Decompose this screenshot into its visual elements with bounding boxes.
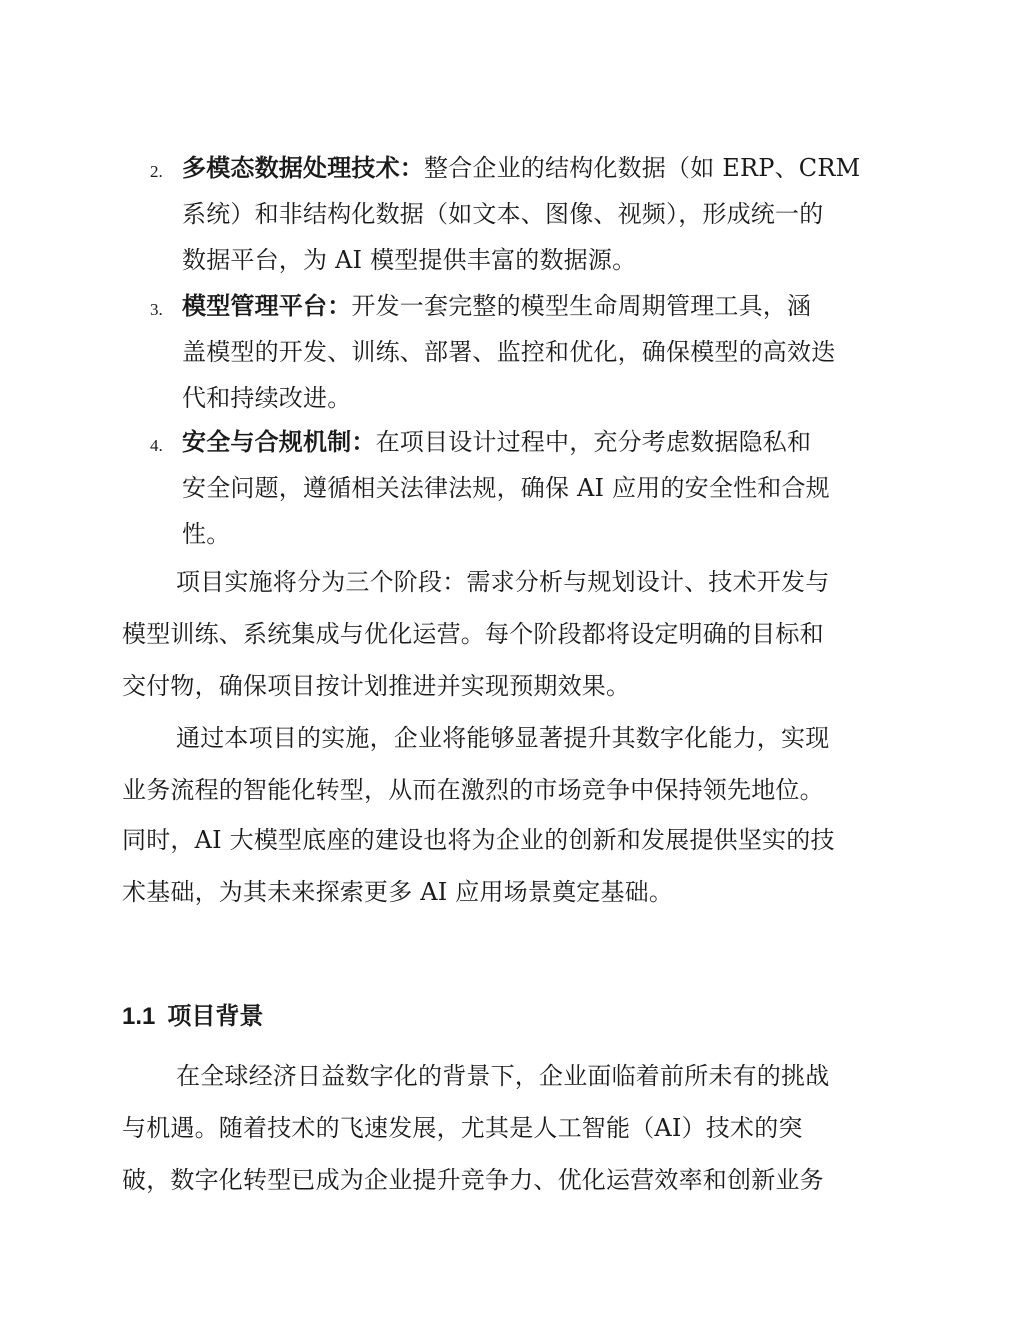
list-term: 安全与合规机制： [182, 428, 376, 456]
list-line: 数据平台，为 AI 模型提供丰富的数据源。 [182, 246, 637, 274]
paragraph-line: 与机遇。随着技术的飞速发展，尤其是人工智能（AI）技术的突 [122, 1114, 803, 1142]
list-line: 安全问题，遵循相关法律法规，确保 AI 应用的安全性和合规 [182, 474, 830, 502]
list-line: 系统）和非结构化数据（如文本、图像、视频），形成统一的 [182, 200, 824, 228]
paragraph-line: 交付物，确保项目按计划推进并实现预期效果。 [122, 672, 631, 700]
list-text: 开发一套完整的模型生命周期管理工具，涵 [351, 292, 812, 320]
list-line [182, 284, 811, 328]
list-term: 多模态数据处理技术： [182, 154, 424, 182]
paragraph-line: 在全球经济日益数字化的背景下，企业面临着前所未有的挑战 [176, 1062, 830, 1090]
list-line [182, 420, 811, 464]
paragraph-line: 术基础，为其未来探索更多 AI 应用场景奠定基础。 [122, 878, 674, 906]
list-term: 模型管理平台： [182, 292, 352, 320]
list-number: 2. [150, 162, 163, 181]
list-number: 3. [150, 300, 163, 319]
paragraph-line: 模型训练、系统集成与优化运营。每个阶段都将设定明确的目标和 [122, 620, 824, 648]
list-text: 在项目设计过程中，充分考虑数据隐私和 [375, 428, 812, 456]
paragraph-line: 通过本项目的实施，企业将能够显著提升其数字化能力，实现 [176, 724, 830, 752]
paragraph-line: 业务流程的智能化转型，从而在激烈的市场竞争中保持领先地位。 [122, 776, 824, 804]
list-line: 代和持续改进。 [182, 384, 352, 412]
list-text: 整合企业的结构化数据（如 ERP、CRM [424, 154, 861, 182]
paragraph-line: 破，数字化转型已成为企业提升竞争力、优化运营效率和创新业务 [122, 1166, 824, 1194]
section-title: 项目背景 [167, 1002, 264, 1030]
list-line: 盖模型的开发、训练、部署、监控和优化，确保模型的高效迭 [182, 338, 836, 366]
list-line: 性。 [182, 520, 231, 548]
paragraph-line: 同时，AI 大模型底座的建设也将为企业的创新和发展提供坚实的技 [122, 826, 835, 854]
paragraph-line: 项目实施将分为三个阶段：需求分析与规划设计、技术开发与 [176, 568, 830, 596]
section-number: 1.1 [122, 1003, 156, 1030]
list-line [182, 146, 860, 190]
section-heading [122, 994, 263, 1039]
list-number: 4. [150, 436, 163, 455]
